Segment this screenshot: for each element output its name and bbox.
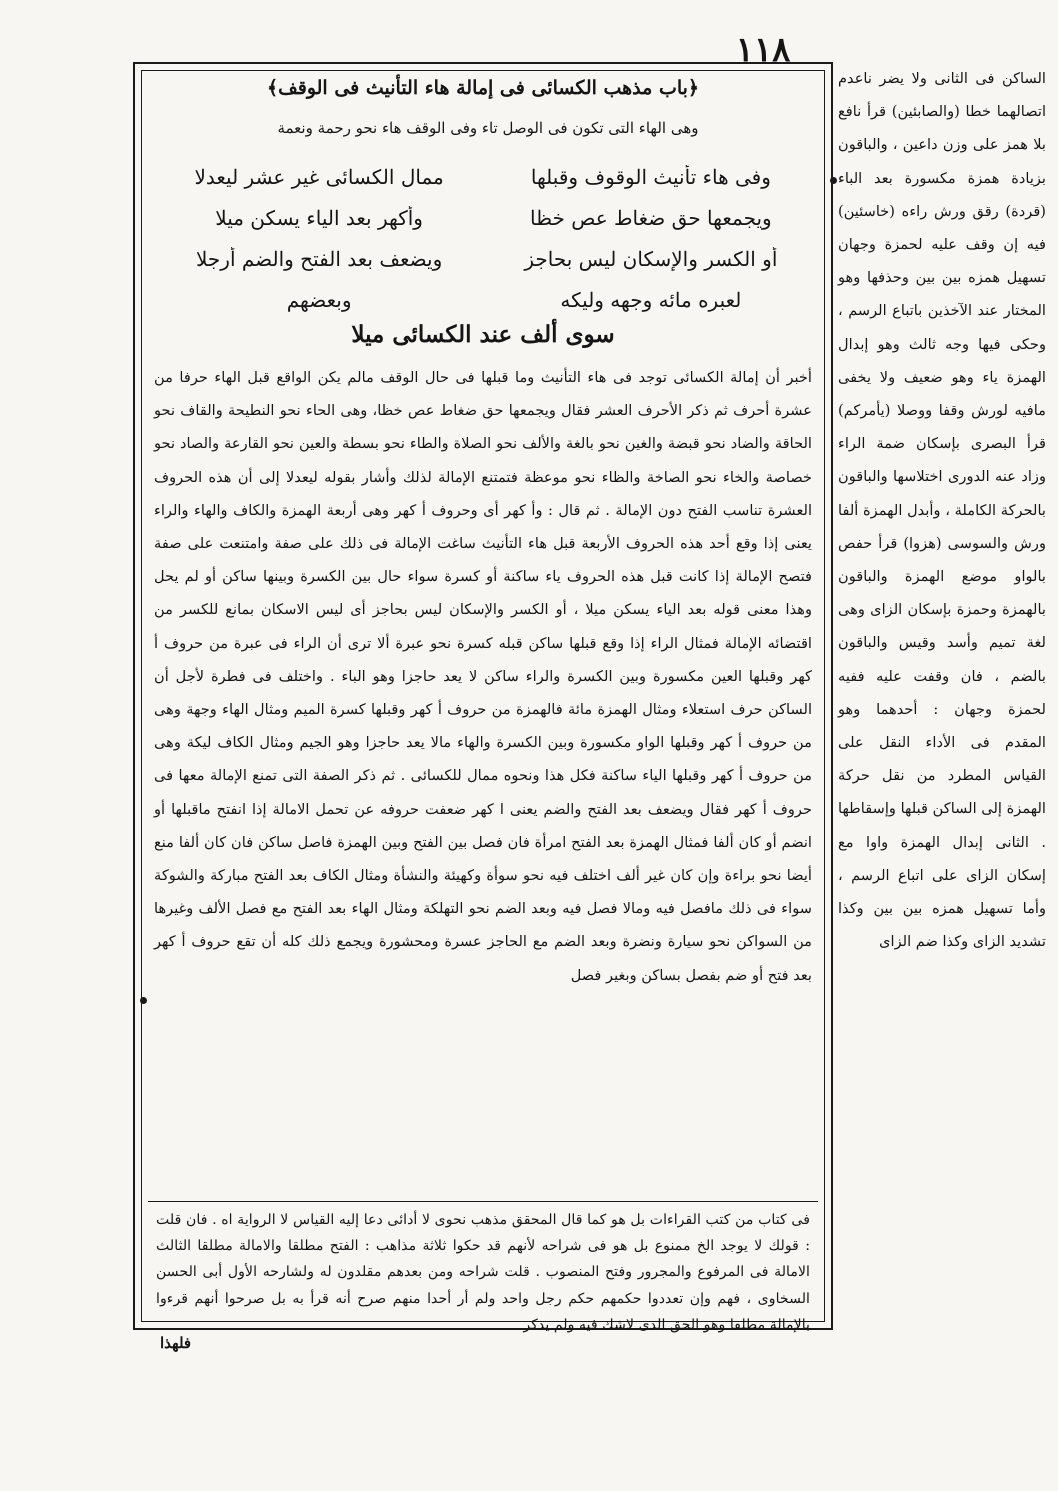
ink-mark (140, 997, 147, 1004)
margin-commentary: الساكن فى الثانى ولا يضر ناعدم اتصالهما خطا (والصابئين) قرأ نافع بلا همز على وزن داعين ، والباقون بزيادة همزة مكسورة بعد الباء (قردة) رقق ورش راءه (خاسئين) فيه إن وقف عليه لحمزة وجهان تسهيل همزه بين بين وحذفها وهو المختار عند الآخذين باتباع الرسم ، وحكى فيها وجه ثالث وهو إبدال الهمزة ياء وهو ضعيف ولا يخفى مافيه لورش وقفا ووصلا (يأمركم) قرأ البصرى بإسكان ضمة الراء وزاد عنه الدورى اختلاسها والباقون بالحركة الكاملة ، وأبدل الهمزة ألفا ورش والسوسى (هزوا) قرأ حفص بالواو موضع الهمزة والباقون بالهمزة وحمزة بإسكان الزاى وهى لغة تميم وأسد وقيس والباقون بالضم ، فان وقفت عليه ففيه لحمزة وجهان : أحدهما وهو المقدم فى الأداء النقل على القياس المطرد من نقل حركة الهمزة إلى الساكن قبلها وإسقاطها . الثانى إبدال الهمزة واوا مع إسكان الزاى على اتباع الرسم ، وأما تسهيل همزه بين بين وكذا تشديد الزاى وكذا ضم الزاى (838, 70, 1046, 951)
commentary-paragraph: أخبر أن إمالة الكسائى توجد فى هاء التأنيث وما قبلها فى حال الوقف مالم يكن الواقع قبل الهاء حرفا من عشرة أحرف ثم ذكر الأحرف العشر فقال ويجمعها حق ضغاط عص خظا، وهى الحاء نحو النطيحة والقاف نحو الحاقة والضاد نحو قبضة والغين نحو بالغة والألف نحو الصلاة والطاء نحو بسطة والعين نحو القارعة والصاد نحو خصاصة والخاء نحو الصاخة والظاء نحو موعظة فتمتنع الإمالة لذلك وأشار بقوله ليعدلا إلى أن هذه الحروف العشرة تناسب الفتح دون الإمالة . ثم قال : وأ كهر أى وحروف أ كهر وهى أربعة الهمزة والكاف والهاء والراء يعنى إذا وقع أحد هذه الحروف الأربعة قبل هاء التأنيث ساغت الإمالة فى ذلك على صفة وامتنعت على صفة فتصح الإمالة إذا كانت قبل هذه الحروف ياء ساكنة أو كسرة سواء حال بين الكسرة وبينها ساكن أو لم يحل وهذا معنى قوله بعد الياء يسكن ميلا ، أو الكسر والإسكان ليس بحاجز أى ليس الاسكان بمانع للكسر من اقتضائه الإمالة فمثال الراء إذا وقع قبلها ساكن قبله كسرة نحو عبرة ألا ترى أن الراء فى عبرة من حروف أ كهر وقبلها العين مكسورة وبين الكسرة والراء ساكن لا يعد حاجزا وهو الباء . واختلف فى فطرة لأجل أن الساكن حرف استعلاء ومثال الهمزة مائة فالهمزة من حروف أ كهر وقبلها كسرة الميم ومثال الهاء وجهة وهى من حروف أ كهر وقبلها الواو مكسورة وبين الكسرة والهاء مالا يعد حاجزا وهو الجيم ومثال الكاف ليكة وهى من حروف أ كهر وقبلها الياء ساكنة فكل هذا ونحوه ممال للكسائى . ثم ذكر الصفة التى تمنع الإمالة معها فى حروف أ كهر فقال ويضعف بعد الفتح والضم يعنى ا كهر ضعفت حروفه عن تحمل الامالة إذا انفتح ماقبلها أو انضم أو كان ألفا فمثال الهمزة بعد الفتح امرأة فان فصل بين الفتح وبين الهمزة فاصل ساكن فان كان ألفا منع أيضا نحو براءة وإن كان غير ألف اختلف فيه نحو سوأة وكهيئة والنشأة ومثال الكاف بعد الفتح مباركة والشوكة سواء فى ذلك مافصل فيه ومالا فصل فيه وبعد الضم نحو التهلكة ومثال الهاء بعد الفتح مع فصل الألف وغيرها من السواكن نحو سيارة ونضرة وبعد الضم مع الحاجز عسرة ومحشورة ويجمع ذلك كله أن تقع حروف أ كهر بعد فتح أو ضم بفصل بساكن وبغير فصل (154, 369, 812, 984)
main-frame (133, 62, 833, 1333)
verse-hemistich-right: وفى هاء تأنيث الوقوف وقبلها (530, 164, 771, 189)
verse-hemistich-left: وأكهر بعد الياء يسكن ميلا (215, 205, 423, 230)
ink-mark (830, 177, 837, 184)
verse-hemistich-right: أو الكسر والإسكان ليس بحاجز (524, 246, 778, 271)
verse-block (166, 156, 804, 320)
margin-column (838, 62, 1046, 1330)
verse-row (166, 238, 804, 279)
catchword: فلهذا (160, 1334, 192, 1352)
verse-hemistich-left: وبعضهم (286, 287, 352, 312)
verse-hemistich-left: ممال الكسائى غير عشر ليعدلا (194, 164, 444, 189)
verse-row (166, 279, 804, 320)
verse-hemistich-right: ويجمعها حق ضغاط عص خظا (530, 205, 772, 230)
verse-row (166, 156, 804, 197)
chapter-title: ﴿باب مذهب الكسائى فى إمالة هاء التأنيث فى الوقف﴾ (266, 77, 700, 99)
chapter-intro: وهى الهاء التى تكون فى الوصل تاء وفى الوقف هاء نحو رحمة ونعمة (277, 119, 699, 137)
commentary-text (154, 361, 812, 992)
footnote-text: فى كتاب من كتب القراءات بل هو كما قال المحقق مذهب نحوى لا أدائى دعا إليه القياس لا الرواية اه . فان قلت : قولك لا يوجد الخ ممنوع بل هو فى شراحه لأنهم قد حكوا ثلاثة مذاهب : الفتح مطلقا والامالة مطلقا الثالث الامالة فى المرفوع والمجرور وفتح المنصوب . قلت شراحه ومن بعدهم مقلدون له ولشارحه الأول أبى الحسن السخاوى ، فهم وإن تعددوا حكمهم حكم رجل واحد ولم أر أحدا منهم صرح أنه قرأ به بل صرحوا أنهم قرءوا بالإمالة مطلقا وهو الحق الذى لاشك فيه ولم يذكر (156, 1212, 810, 1333)
verse-hemistich-left: ويضعف بعد الفتح والضم أرجلا (195, 246, 443, 271)
frame-inner-rule (141, 70, 825, 1333)
page-number: ١١٨ (735, 30, 791, 70)
footnote-divider (148, 1201, 818, 1202)
verse-hemistich-right: لعبره مائه وجهه وليكه (560, 287, 742, 312)
verse-final-line: سوى ألف عند الكسائى ميلا (351, 321, 615, 348)
verse-row (166, 197, 804, 238)
